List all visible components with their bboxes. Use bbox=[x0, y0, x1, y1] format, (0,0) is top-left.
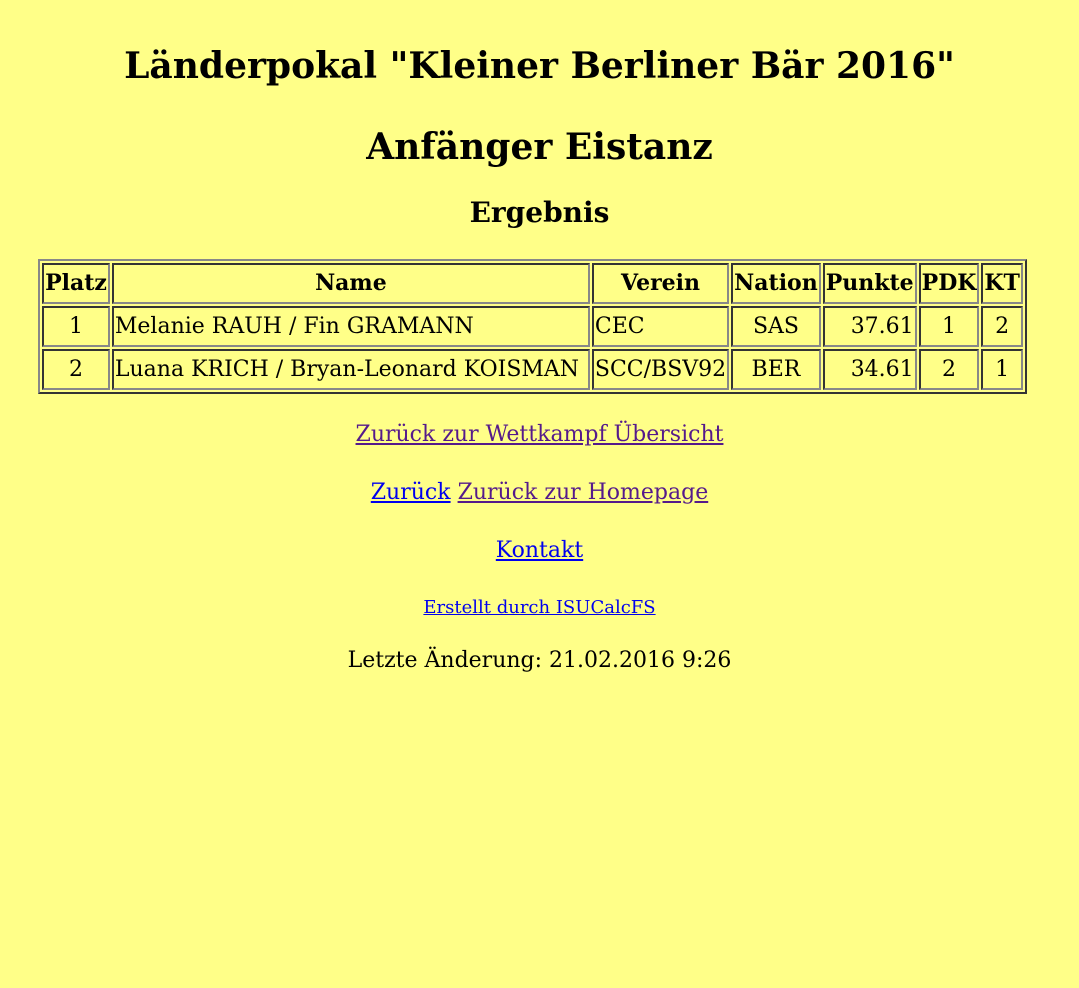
cell-kt: 2 bbox=[981, 306, 1023, 347]
contact-link-row bbox=[0, 536, 1079, 566]
section-title: Ergebnis bbox=[469, 196, 610, 229]
cell-punkte: 34.61 bbox=[823, 349, 917, 390]
last-change-text: Letzte Änderung: 21.02.2016 9:26 bbox=[347, 648, 732, 673]
table-row bbox=[42, 306, 1023, 347]
cell-verein: SCC/BSV92 bbox=[592, 349, 729, 390]
created-by-link[interactable]: Erstellt durch ISUCalcFS bbox=[423, 597, 656, 618]
column-header-verein: Verein bbox=[592, 263, 729, 304]
column-header-name: Name bbox=[112, 263, 590, 304]
column-header-punkte: Punkte bbox=[823, 263, 917, 304]
cell-punkte: 37.61 bbox=[823, 306, 917, 347]
cell-nation: BER bbox=[731, 349, 821, 390]
cell-kt: 1 bbox=[981, 349, 1023, 390]
cell-pdk: 1 bbox=[919, 306, 980, 347]
category-title: Anfänger Eistanz bbox=[366, 126, 713, 168]
cell-platz: 2 bbox=[42, 349, 110, 390]
column-header-nation: Nation bbox=[731, 263, 821, 304]
event-title: Länderpokal "Kleiner Berliner Bär 2016" bbox=[124, 45, 955, 87]
contact-link[interactable]: Kontakt bbox=[495, 538, 584, 563]
back-link[interactable]: Zurück bbox=[370, 480, 451, 505]
column-header-platz: Platz bbox=[42, 263, 110, 304]
created-by-row bbox=[0, 596, 1079, 620]
cell-nation: SAS bbox=[731, 306, 821, 347]
navigation-link-row bbox=[0, 478, 1079, 508]
cell-name: Luana KRICH / Bryan-Leonard KOISMAN bbox=[112, 349, 590, 390]
cell-pdk: 2 bbox=[919, 349, 980, 390]
overview-link[interactable]: Zurück zur Wettkampf Übersicht bbox=[355, 422, 724, 447]
column-header-pdk: PDK bbox=[919, 263, 980, 304]
overview-link-row bbox=[0, 420, 1079, 450]
table-header-row bbox=[42, 263, 1023, 304]
column-header-kt: KT bbox=[981, 263, 1023, 304]
homepage-link[interactable]: Zurück zur Homepage bbox=[457, 480, 709, 505]
table-row bbox=[42, 349, 1023, 390]
results-table bbox=[38, 259, 1027, 394]
cell-platz: 1 bbox=[42, 306, 110, 347]
cell-verein: CEC bbox=[592, 306, 729, 347]
cell-name: Melanie RAUH / Fin GRAMANN bbox=[112, 306, 590, 347]
